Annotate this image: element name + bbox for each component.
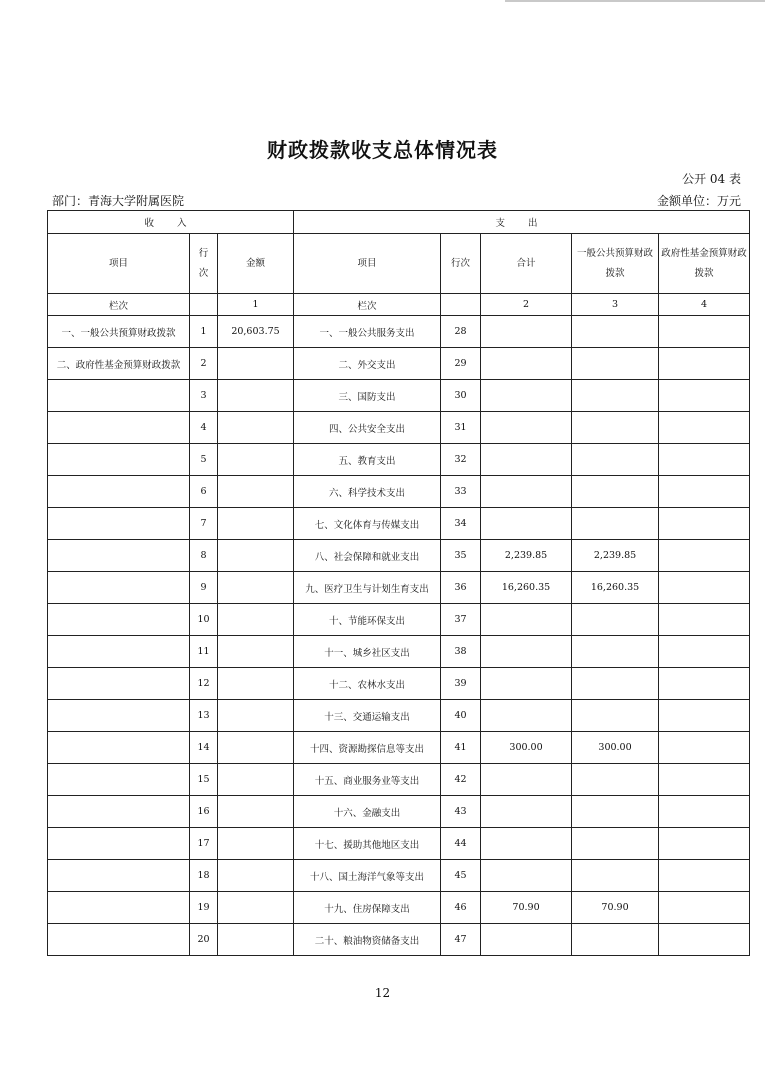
expense-row-cell: 36 [441,572,481,604]
income-amount-header: 金额 [218,234,294,294]
income-amount-cell [218,732,294,764]
income-row-cell: 5 [190,444,218,476]
income-item-cell [48,380,190,412]
expense-general-cell [572,668,659,700]
expense-item-cell: 十七、援助其他地区支出 [294,828,441,860]
expense-row-cell: 37 [441,604,481,636]
income-row-lane [190,294,218,316]
income-row-cell: 2 [190,348,218,380]
income-item-cell [48,540,190,572]
income-row-cell: 17 [190,828,218,860]
expense-fund-cell [659,796,750,828]
income-amount-cell [218,796,294,828]
table-row [48,316,750,348]
income-item-header: 项目 [48,234,190,294]
expense-total-cell [481,380,572,412]
expense-general-cell [572,380,659,412]
income-item-cell [48,476,190,508]
table-row [48,668,750,700]
expense-row-lane [441,294,481,316]
income-section-label: 收 入 [48,211,294,234]
expense-item-cell: 十五、商业服务业等支出 [294,764,441,796]
income-row-cell: 7 [190,508,218,540]
expense-general-cell [572,860,659,892]
expense-general-cell [572,764,659,796]
income-row-cell: 14 [190,732,218,764]
income-amount-cell [218,444,294,476]
expense-fund-cell [659,572,750,604]
income-item-cell [48,572,190,604]
expense-row-cell: 34 [441,508,481,540]
expense-total-header: 合计 [481,234,572,294]
income-row-cell: 9 [190,572,218,604]
expense-fund-cell [659,412,750,444]
appropriation-table [47,210,750,956]
income-amount-cell [218,604,294,636]
income-row-cell: 15 [190,764,218,796]
expense-row-cell: 45 [441,860,481,892]
expense-total-cell: 70.90 [481,892,572,924]
expense-general-cell [572,316,659,348]
expense-total-cell [481,924,572,956]
expense-item-cell: 一、一般公共服务支出 [294,316,441,348]
expense-general-cell [572,348,659,380]
expense-general-cell: 70.90 [572,892,659,924]
page-title: 财政拨款收支总体情况表 [267,138,498,162]
income-row-cell: 20 [190,924,218,956]
expense-fund-cell [659,316,750,348]
expense-item-cell: 二十、粮油物资储备支出 [294,924,441,956]
expense-total-cell [481,476,572,508]
expense-total-cell: 16,260.35 [481,572,572,604]
expense-item-cell: 十、节能环保支出 [294,604,441,636]
expense-fund-cell [659,604,750,636]
expense-fund-cell [659,636,750,668]
income-amount-cell [218,924,294,956]
expense-total-cell [481,860,572,892]
expense-row-cell: 43 [441,796,481,828]
expense-item-cell: 二、外交支出 [294,348,441,380]
expense-general-cell [572,796,659,828]
income-item-cell [48,860,190,892]
income-row-cell: 16 [190,796,218,828]
expense-fund-cell [659,444,750,476]
expense-item-cell: 四、公共安全支出 [294,412,441,444]
expense-total-cell [481,316,572,348]
table-row [48,348,750,380]
expense-fund-cell [659,668,750,700]
expense-row-cell: 31 [441,412,481,444]
expense-item-cell: 八、社会保障和就业支出 [294,540,441,572]
income-item-cell [48,636,190,668]
income-amount-cell [218,540,294,572]
expense-general-cell: 16,260.35 [572,572,659,604]
income-row-cell: 11 [190,636,218,668]
expense-general-cell [572,636,659,668]
department-label: 部门：青海大学附属医院 [52,194,185,208]
expense-total-cell [481,508,572,540]
income-item-cell: 一、一般公共预算财政拨款 [48,316,190,348]
expense-total-cell [481,828,572,860]
income-amount-cell [218,700,294,732]
expense-item-cell: 十三、交通运输支出 [294,700,441,732]
income-amount-cell [218,764,294,796]
income-item-cell [48,412,190,444]
expense-general-header: 一般公共预算财政拨款 [572,234,659,294]
table-row [48,380,750,412]
expense-item-cell: 十四、资源勘探信息等支出 [294,732,441,764]
income-item-cell [48,508,190,540]
income-row-cell: 4 [190,412,218,444]
income-item-cell [48,924,190,956]
expense-row-cell: 39 [441,668,481,700]
expense-item-cell: 七、文化体育与传媒支出 [294,508,441,540]
income-item-cell [48,892,190,924]
expense-item-cell: 十二、农林水支出 [294,668,441,700]
table-row [48,508,750,540]
table-row [48,796,750,828]
expense-section-label: 支 出 [294,211,750,234]
expense-item-cell: 十六、金融支出 [294,796,441,828]
income-item-cell [48,764,190,796]
income-item-cell [48,604,190,636]
expense-total-cell [481,444,572,476]
income-row-cell: 18 [190,860,218,892]
expense-total-cell: 300.00 [481,732,572,764]
expense-total-cell [481,604,572,636]
expense-general-cell: 2,239.85 [572,540,659,572]
expense-total-cell [481,700,572,732]
expense-total-cell [481,348,572,380]
table-row [48,444,750,476]
expense-row-cell: 40 [441,700,481,732]
income-amount-cell [218,508,294,540]
income-amount-cell [218,572,294,604]
income-item-cell [48,796,190,828]
expense-total-cell [481,796,572,828]
expense-row-header: 行次 [441,234,481,294]
income-amount-lane: 1 [218,294,294,316]
income-amount-cell [218,668,294,700]
form-code: 公开 04 表 [682,172,741,186]
general-lane: 3 [572,294,659,316]
expense-row-cell: 44 [441,828,481,860]
expense-item-cell: 五、教育支出 [294,444,441,476]
expense-fund-cell [659,764,750,796]
expense-row-cell: 38 [441,636,481,668]
expense-row-cell: 35 [441,540,481,572]
income-item-cell [48,700,190,732]
expense-row-cell: 29 [441,348,481,380]
expense-fund-cell [659,348,750,380]
expense-general-cell [572,924,659,956]
table-row [48,828,750,860]
expense-fund-cell [659,828,750,860]
total-lane: 2 [481,294,572,316]
expense-item-cell: 十一、城乡社区支出 [294,636,441,668]
expense-fund-cell [659,860,750,892]
income-row-cell: 3 [190,380,218,412]
expense-general-cell [572,412,659,444]
expense-item-header: 项目 [294,234,441,294]
income-amount-cell [218,412,294,444]
income-amount-cell [218,476,294,508]
income-amount-cell [218,828,294,860]
income-amount-cell [218,892,294,924]
income-amount-cell [218,636,294,668]
table-row [48,732,750,764]
income-row-cell: 6 [190,476,218,508]
income-amount-cell [218,348,294,380]
table-row [48,604,750,636]
fund-lane: 4 [659,294,750,316]
expense-row-cell: 32 [441,444,481,476]
table-row [48,476,750,508]
income-row-cell: 12 [190,668,218,700]
expense-fund-cell [659,732,750,764]
expense-item-cell: 六、科学技术支出 [294,476,441,508]
income-item-cell [48,828,190,860]
expense-fund-cell [659,924,750,956]
income-item-cell [48,668,190,700]
expense-fund-cell [659,508,750,540]
income-item-cell [48,444,190,476]
expense-row-cell: 42 [441,764,481,796]
expense-total-cell [481,412,572,444]
income-amount-cell: 20,603.75 [218,316,294,348]
table-row [48,892,750,924]
page-number: 12 [374,986,391,1000]
expense-row-cell: 28 [441,316,481,348]
expense-row-cell: 47 [441,924,481,956]
expense-item-cell: 九、医疗卫生与计划生育支出 [294,572,441,604]
income-row-cell: 8 [190,540,218,572]
expense-total-cell [481,668,572,700]
expense-total-cell [481,764,572,796]
income-row-cell: 1 [190,316,218,348]
table-row [48,860,750,892]
expense-general-cell [572,444,659,476]
page-edge-shadow [505,0,765,2]
expense-item-cell: 十九、住房保障支出 [294,892,441,924]
expense-fund-cell [659,380,750,412]
expense-lane-label: 栏次 [294,294,441,316]
expense-total-cell: 2,239.85 [481,540,572,572]
table-row [48,636,750,668]
expense-total-cell [481,636,572,668]
expense-general-cell: 300.00 [572,732,659,764]
income-lane-label: 栏次 [48,294,190,316]
expense-general-cell [572,476,659,508]
expense-general-cell [572,604,659,636]
expense-item-cell: 十八、国土海洋气象等支出 [294,860,441,892]
expense-fund-cell [659,540,750,572]
income-row-cell: 13 [190,700,218,732]
income-item-cell: 二、政府性基金预算财政拨款 [48,348,190,380]
table-row [48,572,750,604]
expense-fund-cell [659,892,750,924]
expense-general-cell [572,828,659,860]
lane-number-row [48,294,750,316]
column-header-row [48,234,750,294]
expense-general-cell [572,508,659,540]
income-amount-cell [218,380,294,412]
table-row [48,764,750,796]
table-row [48,924,750,956]
income-amount-cell [218,860,294,892]
expense-item-cell: 三、国防支出 [294,380,441,412]
income-row-cell: 19 [190,892,218,924]
expense-fund-cell [659,700,750,732]
table-row [48,700,750,732]
table-row [48,412,750,444]
expense-row-cell: 46 [441,892,481,924]
unit-label: 金额单位：万元 [656,194,741,208]
expense-fund-header: 政府性基金预算财政拨款 [659,234,750,294]
section-header-row [48,211,750,234]
expense-row-cell: 33 [441,476,481,508]
expense-row-cell: 41 [441,732,481,764]
income-item-cell [48,732,190,764]
income-row-cell: 10 [190,604,218,636]
expense-row-cell: 30 [441,380,481,412]
expense-general-cell [572,700,659,732]
expense-fund-cell [659,476,750,508]
table-row [48,540,750,572]
income-row-header: 行次 [190,234,218,294]
